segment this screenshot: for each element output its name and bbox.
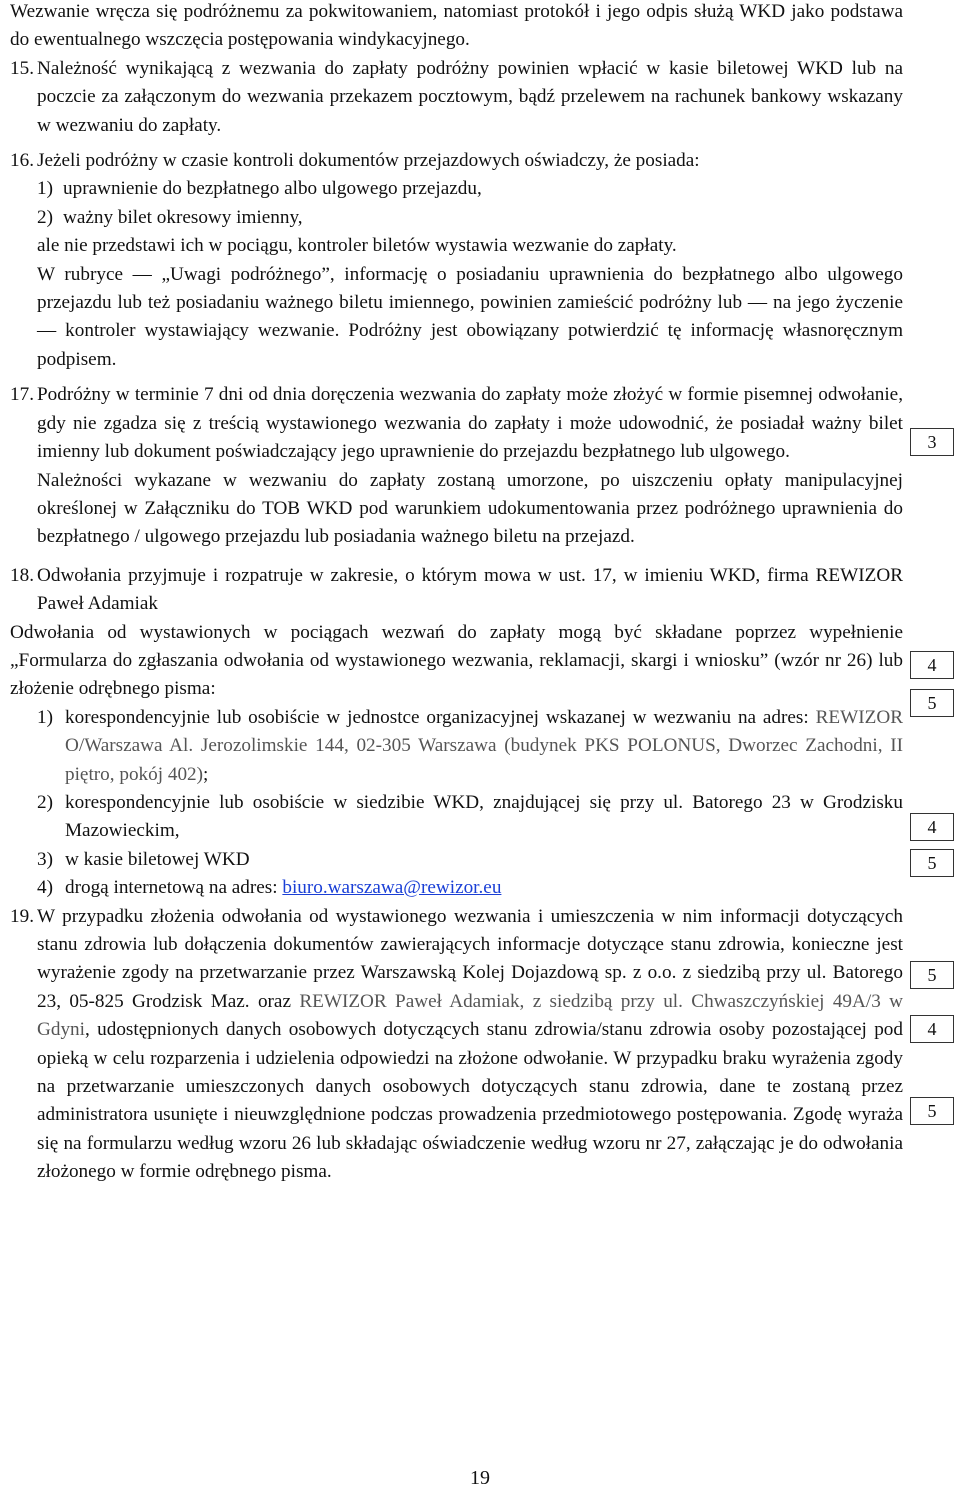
margin-marker: 5 [910,961,954,989]
rewizor-seat: REWIZOR Paweł Adamiak, z siedzibą przy ul. Chwaszczyńskiej 49A/3 w Gdyni [37,990,903,1041]
section-18-paragraph: Odwołania od wystawionych w pociągach wezwań do zapłaty mogą być składane poprzez wypełnienie „Formularza do zgłaszania odwołania od wystawionego wezwania, reklamacji, skargi i wniosku” (wzór nr 26) lub złożenie odrębnego pisma: [10,621,903,700]
section-16-tail: ale nie przedstawi ich w pociągu, kontroler biletów wystawia wezwanie do zapłaty. [37,235,677,257]
section-16-lead: Jeżeli podróżny w czasie kontroli dokumentów przejazdowych oświadczy, że posiada: [37,150,700,172]
section-15-text: Należność wynikającą z wezwania do zapłaty podróżny powinien wpłacić w kasie biletowej WKD lub na poczcie za załączonym do wezwania przekazem pocztowym, bądź przelewem na rachunek bankowy wskazany w wezwaniu do zapłaty. [37,57,903,136]
list-item [10,789,903,846]
list-item [10,846,903,874]
page-number: 19 [470,1467,490,1489]
intro-paragraph: Wezwanie wręcza się podróżnemu za pokwitowaniem, natomiast protokół i jego odpis służą WKD jako podstawa do ewentualnego wszczęcia postępowania windykacyjnego. [10,1,903,51]
margin-marker: 4 [910,813,954,841]
section-number: 17. [10,384,34,406]
section-number: 19. [10,905,34,927]
list-item-text: drogą internetową na adres: biuro.warszawa@rewizor.eu [65,877,502,899]
list-item [10,704,903,789]
list-item-text: uprawnienie do bezpłatnego albo ulgowego przejazdu, [63,178,482,200]
section-number: 18. [10,564,34,586]
email-link[interactable]: biuro.warszawa@rewizor.eu [282,877,502,899]
document-body [10,0,903,1187]
list-item-number: 1) [37,178,53,200]
list-item-text: korespondencyjnie lub osobiście w siedzibie WKD, znajdującej się przy ul. Batorego 23 w Grodzisku Mazowieckim, [65,791,903,842]
section-19 [10,903,903,1187]
section-16 [10,147,903,374]
section-number: 15. [10,57,34,79]
margin-marker: 4 [910,1015,954,1043]
list-item [37,175,903,203]
list-item-text: korespondencyjnie lub osobiście w jednostce organizacyjnej wskazanej w wezwaniu na adres: REWIZOR O/Warszawa Al. Jerozolimskie 144, 02-305 Warszawa (budynek PKS POLONUS, Dworzec Zachodni, II piętro, pokój 402); [65,706,903,785]
section-18 [10,562,903,619]
section-16-paragraph: W rubryce ― „Uwagi podróżnego”, informację o posiadaniu uprawnienia do bezpłatnego albo ulgowego przejazdu lub też posiadaniu ważnego biletu imiennego, powinien zamieścić podróżny lub ― na jego życzenie ― kontroler wystawiający wezwanie. Podróżny jest obowiązany potwierdzić tę informację własnoręcznym podpisem. [37,263,903,370]
rewizor-address: REWIZOR O/Warszawa Al. Jerozolimskie 144, 02-305 Warszawa (budynek PKS POLONUS, Dworzec Zachodni, II piętro, pokój 402) [65,706,903,785]
list-item [10,874,903,902]
margin-marker: 3 [910,428,954,456]
section-15 [10,55,903,140]
margin-marker: 5 [910,689,954,717]
margin-marker: 5 [910,1097,954,1125]
list-item-text: w kasie biletowej WKD [65,848,250,870]
section-19-text: W przypadku złożenia odwołania od wystawionego wezwania i umieszczenia w nim informacji dotyczących stanu zdrowia lub dołączenia dokumentów zawierających informacje dotyczące stanu zdrowia, konieczne jest wyrażenie zgody na przetwarzanie przez Warszawską Kolej Dojazdową sp. z o.o. z siedzibą przy ul. Batorego 23, 05-825 Grodzisk Maz. oraz REWIZOR Paweł Adamiak, z siedzibą przy ul. Chwaszczyńskiej 49A/3 w Gdyni, udostępnionych danych osobowych dotyczących stanu zdrowia/stanu zdrowia osoby pozostającej pod opieką w celu rozparzenia i udzielenia odpowiedzi na złożone odwołanie. W przypadku braku wyrażenia zgody na przetwarzanie umieszczonych danych osobowych dotyczących stanu zdrowia, dane te zostaną przez administratora usunięte i nieuwzględnione podczas prowadzenia przedmiotowego postępowania. Zgodę wyraża się na formularzu według wzoru 26 lub składając oświadczenie według wzoru nr 27, załączając je do odwołania złożonego w formie odrębnego pisma. [37,905,903,1183]
margin-marker: 4 [910,651,954,679]
list-item-text: ważny bilet okresowy imienny, [63,206,303,228]
section-18-text: Odwołania przyjmuje i rozpatruje w zakresie, o którym mowa w ust. 17, w imieniu WKD, firma REWIZOR Paweł Adamiak [37,564,903,615]
list-item-number: 1) [37,706,53,728]
list-item [37,204,903,232]
list-item-number: 2) [37,791,53,813]
list-item-number: 2) [37,206,53,228]
list-item-number: 4) [37,877,53,899]
section-17 [10,381,903,551]
section-number: 16. [10,150,34,172]
list-item-number: 3) [37,848,53,870]
margin-marker: 5 [910,849,954,877]
section-17-text: Podróżny w terminie 7 dni od dnia doręczenia wezwania do zapłaty może złożyć w formie pisemnej odwołanie, gdy nie zgadza się z treścią wystawionego wezwania do zapłaty i może udowodnić, że posiadał ważny bilet imienny lub dokument poświadczający jego uprawnienie do przejazdu bezpłatnego lub ulgowego. [37,384,903,463]
section-17-paragraph: Należności wykazane w wezwaniu do zapłaty zostaną umorzone, po uiszczeniu opłaty manipulacyjnej określonej w Załączniku do TOB WKD pod warunkiem udokumentowania przez podróżnego uprawnienia do bezpłatnego / ulgowego przejazdu lub posiadania ważnego biletu na przejazd. [37,469,903,548]
